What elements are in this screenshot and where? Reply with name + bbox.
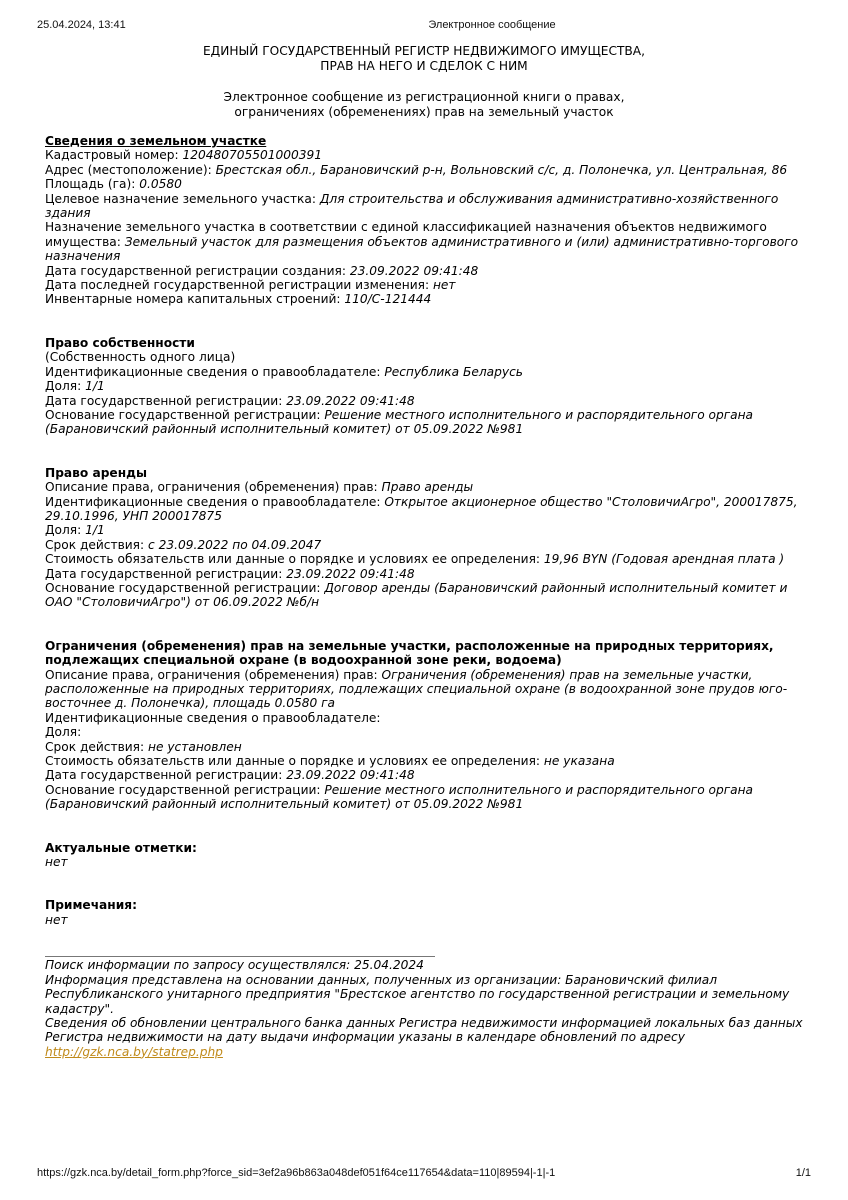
field-cost — [45, 754, 810, 768]
field-label: Доля: — [45, 523, 86, 538]
field-value: с 23.09.2022 по 04.09.2047 — [148, 537, 322, 552]
field-value: Право аренды — [381, 480, 474, 495]
section-heading: Право собственности — [45, 335, 195, 350]
print-title: Электронное сообщение — [428, 19, 556, 31]
field-label: Дата государственной регистрации создания: — [45, 263, 350, 278]
field-label: Целевое назначение земельного участка: — [45, 191, 320, 206]
document-body — [45, 44, 810, 1059]
statrep-link[interactable]: http://gzk.nca.by/statrep.php — [45, 1044, 223, 1059]
field-label: Дата государственной регистрации: — [45, 566, 287, 581]
field-value: Республика Беларусь — [384, 364, 523, 379]
current-marks-value: нет — [45, 855, 68, 870]
field-label: Назначение земельного участка в соответствии с единой классификацией назначения объектов недвижимого имущества: — [45, 220, 767, 249]
field-value: Для строительства и обслуживания административно-хозяйственного здания — [45, 191, 779, 221]
search-date: Поиск информации по запросу осуществлялся: 25.04.2024 — [45, 958, 424, 973]
field-registration-date — [45, 768, 810, 782]
field-value: Решение местного исполнительного и распорядительного органа (Барановичский районный исполнительный комитет) от 05.09.2022 №981 — [45, 782, 754, 812]
field-rightholder — [45, 365, 810, 379]
field-registration-basis — [45, 408, 810, 437]
field-value: 0.0580 — [139, 177, 182, 192]
info-footer — [45, 956, 810, 1059]
field-value: нет — [432, 278, 456, 293]
field-value: 23.09.2022 09:41:48 — [286, 768, 415, 783]
field-label: Срок действия: — [45, 739, 148, 754]
field-value: 1/1 — [85, 379, 105, 394]
field-share — [45, 379, 810, 393]
print-url: https://gzk.nca.by/detail_form.php?force_sid=3ef2a96b863a048def051f64ce117654&data=110|89594|-1|-1 — [37, 1167, 556, 1179]
field-value: 120480705501000391 — [182, 148, 323, 163]
registry-title-line1: ЕДИНЫЙ ГОСУДАРСТВЕННЫЙ РЕГИСТР НЕДВИЖИМОГО ИМУЩЕСТВА, — [202, 44, 646, 58]
field-rightholder — [45, 495, 810, 524]
field-label: Срок действия: — [45, 537, 148, 552]
field-last-change-date — [45, 278, 810, 292]
field-label: Площадь (га): — [45, 177, 140, 192]
field-term — [45, 740, 810, 754]
field-value: 110/C-121444 — [344, 292, 432, 307]
field-term — [45, 538, 810, 552]
field-label: Основание государственной регистрации: — [45, 782, 325, 797]
field-value: 1/1 — [85, 523, 105, 538]
field-label: Основание государственной регистрации: — [45, 407, 325, 422]
registry-title-line2: ПРАВ НА НЕГО И СДЕЛОК С НИМ — [320, 58, 528, 73]
field-label: Доля: — [45, 725, 82, 740]
field-purpose — [45, 192, 810, 221]
field-address — [45, 163, 810, 177]
field-label: Идентификационные сведения о правообладателе: — [45, 494, 385, 509]
field-value: 23.09.2022 09:41:48 — [349, 263, 479, 278]
update-info: Сведения об обновлении центрального банка данных Регистра недвижимости информацией локальных баз данных Регистра недвижимости на дату выдачи информации указаны в календаре обновлений по адресу — [45, 1015, 803, 1045]
field-rightholder — [45, 711, 810, 725]
print-footer — [0, 1167, 848, 1183]
field-label: Идентификационные сведения о правообладателе: — [45, 364, 385, 379]
divider — [45, 956, 435, 957]
field-cadastral-number — [45, 148, 810, 162]
restrictions-section — [45, 639, 810, 812]
source-info: Информация представлена на основании данных, полученных из организации: Барановичский филиал Республиканского унитарного предприятия "Брестское агентство по государственной регистрации и земельному кадастру". — [45, 972, 790, 1016]
field-label: Адрес (местоположение): — [45, 162, 216, 177]
field-registration-date — [45, 394, 810, 408]
field-label: Дата государственной регистрации: — [45, 768, 287, 783]
notes-section — [45, 898, 810, 927]
field-label: Идентификационные сведения о правообладателе: — [45, 710, 381, 725]
field-registration-date — [45, 567, 810, 581]
ownership-type: (Собственность одного лица) — [45, 350, 236, 365]
lease-section — [45, 466, 810, 610]
field-value: Ограничения (обременения) прав на земельные участки, расположенные на природных территориях, подлежащих специальной охране (в водоохранной зоне прудов юго-восточнее д. Полонечка), площадь 0.0580 га — [45, 667, 788, 711]
field-value: Решение местного исполнительного и распорядительного органа (Барановичский районный исполнительный комитет) от 05.09.2022 №981 — [45, 407, 754, 437]
field-label: Описание права, ограничения (обременения) прав: — [45, 480, 382, 495]
field-label: Стоимость обязательств или данные о порядке и условиях ее определения: — [45, 552, 544, 567]
field-label: Кадастровый номер: — [45, 148, 183, 163]
field-registration-basis — [45, 581, 810, 610]
section-heading: Ограничения (обременения) прав на земельные участки, расположенные на природных территориях, подлежащих специальной охране (в водоохранной зоне реки, водоема) — [45, 638, 774, 668]
page-number: 1/1 — [795, 1167, 811, 1179]
registry-title — [0, 44, 848, 73]
field-value: Земельный участок для размещения объектов административного и (или) административно-торгового назначения — [45, 234, 799, 264]
field-label: Дата государственной регистрации: — [45, 393, 287, 408]
field-label: Стоимость обязательств или данные о порядке и условиях ее определения: — [45, 754, 544, 769]
section-heading: Право аренды — [45, 465, 147, 480]
field-share — [45, 725, 810, 739]
print-datetime: 25.04.2024, 13:41 — [37, 19, 126, 31]
field-value: Брестская обл., Барановичский р-н, Вольновский с/с, д. Полонечка, ул. Центральная, 86 — [215, 162, 788, 177]
field-value: 23.09.2022 09:41:48 — [286, 566, 415, 581]
field-value: 23.09.2022 09:41:48 — [286, 393, 415, 408]
message-title-line2: ограничениях (обременениях) прав на земельный участок — [234, 104, 614, 119]
land-plot-section — [45, 134, 810, 307]
ownership-section — [45, 336, 810, 437]
current-marks-section — [45, 841, 810, 870]
field-value: Открытое акционерное общество "СтоловичиАгро", 200017875, 29.10.1996, УНП 200017875 — [45, 494, 798, 523]
print-header — [0, 19, 848, 35]
field-creation-date — [45, 264, 810, 278]
message-title — [0, 90, 848, 119]
field-registration-basis — [45, 783, 810, 812]
message-title-line1: Электронное сообщение из регистрационной книги о правах, — [223, 90, 625, 104]
field-label: Описание права, ограничения (обременения) прав: — [45, 667, 382, 682]
field-label: Инвентарные номера капитальных строений: — [45, 292, 345, 307]
field-share — [45, 523, 810, 537]
section-heading: Актуальные отметки: — [45, 840, 197, 855]
field-value: не установлен — [148, 739, 242, 754]
section-heading: Примечания: — [45, 898, 137, 913]
section-heading: Сведения о земельном участке — [45, 134, 267, 148]
field-inventory-numbers — [45, 292, 810, 306]
notes-value: нет — [45, 912, 68, 927]
field-label: Доля: — [45, 379, 86, 394]
field-label: Дата последней государственной регистрации изменения: — [45, 278, 433, 293]
field-value: 19,96 BYN (Годовая арендная плата ) — [543, 552, 785, 567]
field-cost — [45, 552, 810, 566]
field-value: Договор аренды (Барановичский районный исполнительный комитет и ОАО "СтоловичиАгро") от 06.09.2022 №б/н — [45, 580, 788, 610]
field-area — [45, 177, 810, 191]
field-label: Основание государственной регистрации: — [45, 580, 325, 595]
field-right-description — [45, 480, 810, 494]
field-classification — [45, 220, 810, 263]
field-value: не указана — [543, 754, 615, 769]
field-right-description — [45, 668, 810, 711]
